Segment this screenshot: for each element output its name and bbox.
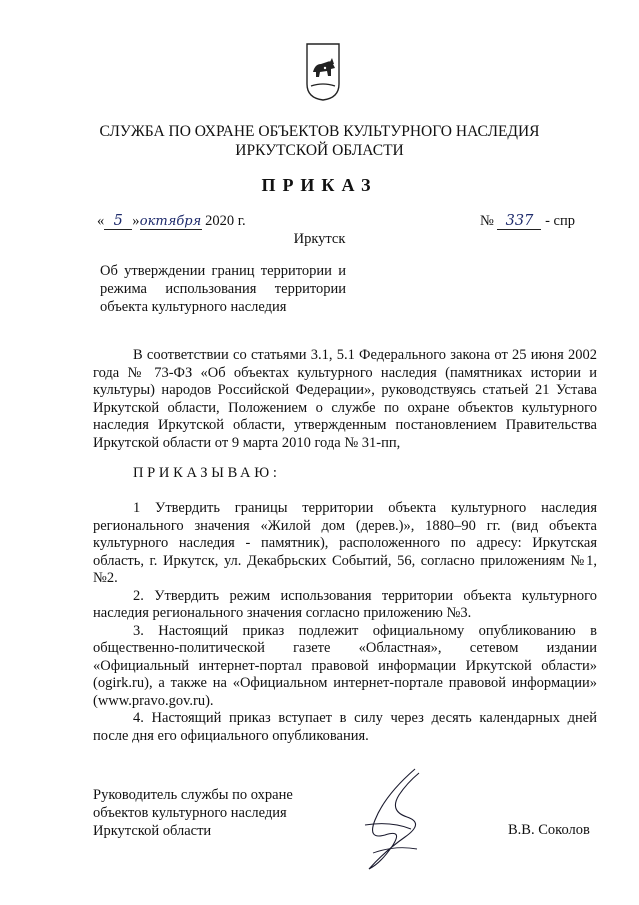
subject-line: Об утверждении границ территории и	[100, 263, 346, 279]
irkutsk-coat-of-arms-icon	[305, 42, 341, 102]
date-day: 5	[104, 213, 132, 230]
date-open-quote: «	[97, 213, 105, 229]
signatory-position	[93, 786, 293, 840]
position-line: Иркутской области	[93, 823, 212, 839]
date-month: октября	[139, 214, 202, 229]
number-prefix: №	[480, 213, 494, 229]
order-items	[93, 500, 597, 745]
order-item: 4. Настоящий приказ вступает в силу через десять календарных дней после дня его официального опубликования.	[93, 710, 597, 744]
document-subject	[100, 262, 346, 316]
subject-line: режима использования территории	[100, 281, 346, 297]
preamble-paragraph	[93, 347, 597, 452]
document-title: ПРИКАЗ	[261, 175, 378, 195]
order-item: 2. Утвердить режим использования территории объекта культурного наследия регионального значения согласно приложению №3.	[93, 587, 597, 621]
document-number	[480, 213, 575, 230]
organization-name-line1: СЛУЖБА ПО ОХРАНЕ ОБЪЕКТОВ КУЛЬТУРНОГО НАСЛЕДИЯ	[99, 123, 540, 140]
signatory-name: В.В. Соколов	[508, 822, 590, 838]
order-word: ПРИКАЗЫВАЮ:	[133, 465, 281, 481]
organization-name-line2: ИРКУТСКОЙ ОБЛАСТИ	[235, 142, 404, 159]
date-close-quote: »	[132, 213, 140, 229]
date-year: 2020 г.	[205, 213, 246, 229]
position-line: Руководитель службы по охране	[93, 787, 293, 803]
handwritten-signature	[345, 765, 435, 875]
subject-line: объекта культурного наследия	[100, 299, 287, 315]
document-date	[97, 213, 246, 230]
number-value: 337	[497, 213, 541, 230]
position-line: объектов культурного наследия	[93, 805, 287, 821]
preamble-text: В соответствии со статьями 3.1, 5.1 Федерального закона от 25 июня 2002 года № 73-ФЗ «Об объектах культурного наследия (памятниках истории и культуры) народов Российской Федерации», руководствуясь статьей 21 Устава Иркутской области, Положением о службе по охране объектов культурного наследия Иркутской области, утвержденным постановлением Правительства Иркутской области от 9 марта 2010 года № 31-пп,	[93, 347, 597, 451]
document-city: Иркутск	[293, 231, 346, 247]
number-suffix: - спр	[545, 213, 575, 229]
order-item: 3. Настоящий приказ подлежит официальному опубликованию в общественно-политической газете «Областная», сетевом издании «Официальный интернет-портал правовой информации Иркутской области» (ogirk.ru), а также на «Официальном интернет-портале правовой информации» (www.pravo.gov.ru).	[93, 622, 597, 709]
order-item: 1 Утвердить границы территории объекта культурного наследия регионального значения «Жилой дом (дерев.)», 1880–90 гг. (вид объекта культурного наследия - памятник), расположенного по адресу: Иркутская область, г. Иркутск, ул. Декабрьских Событий, 56, согласно приложениям №1, №2.	[93, 500, 597, 586]
